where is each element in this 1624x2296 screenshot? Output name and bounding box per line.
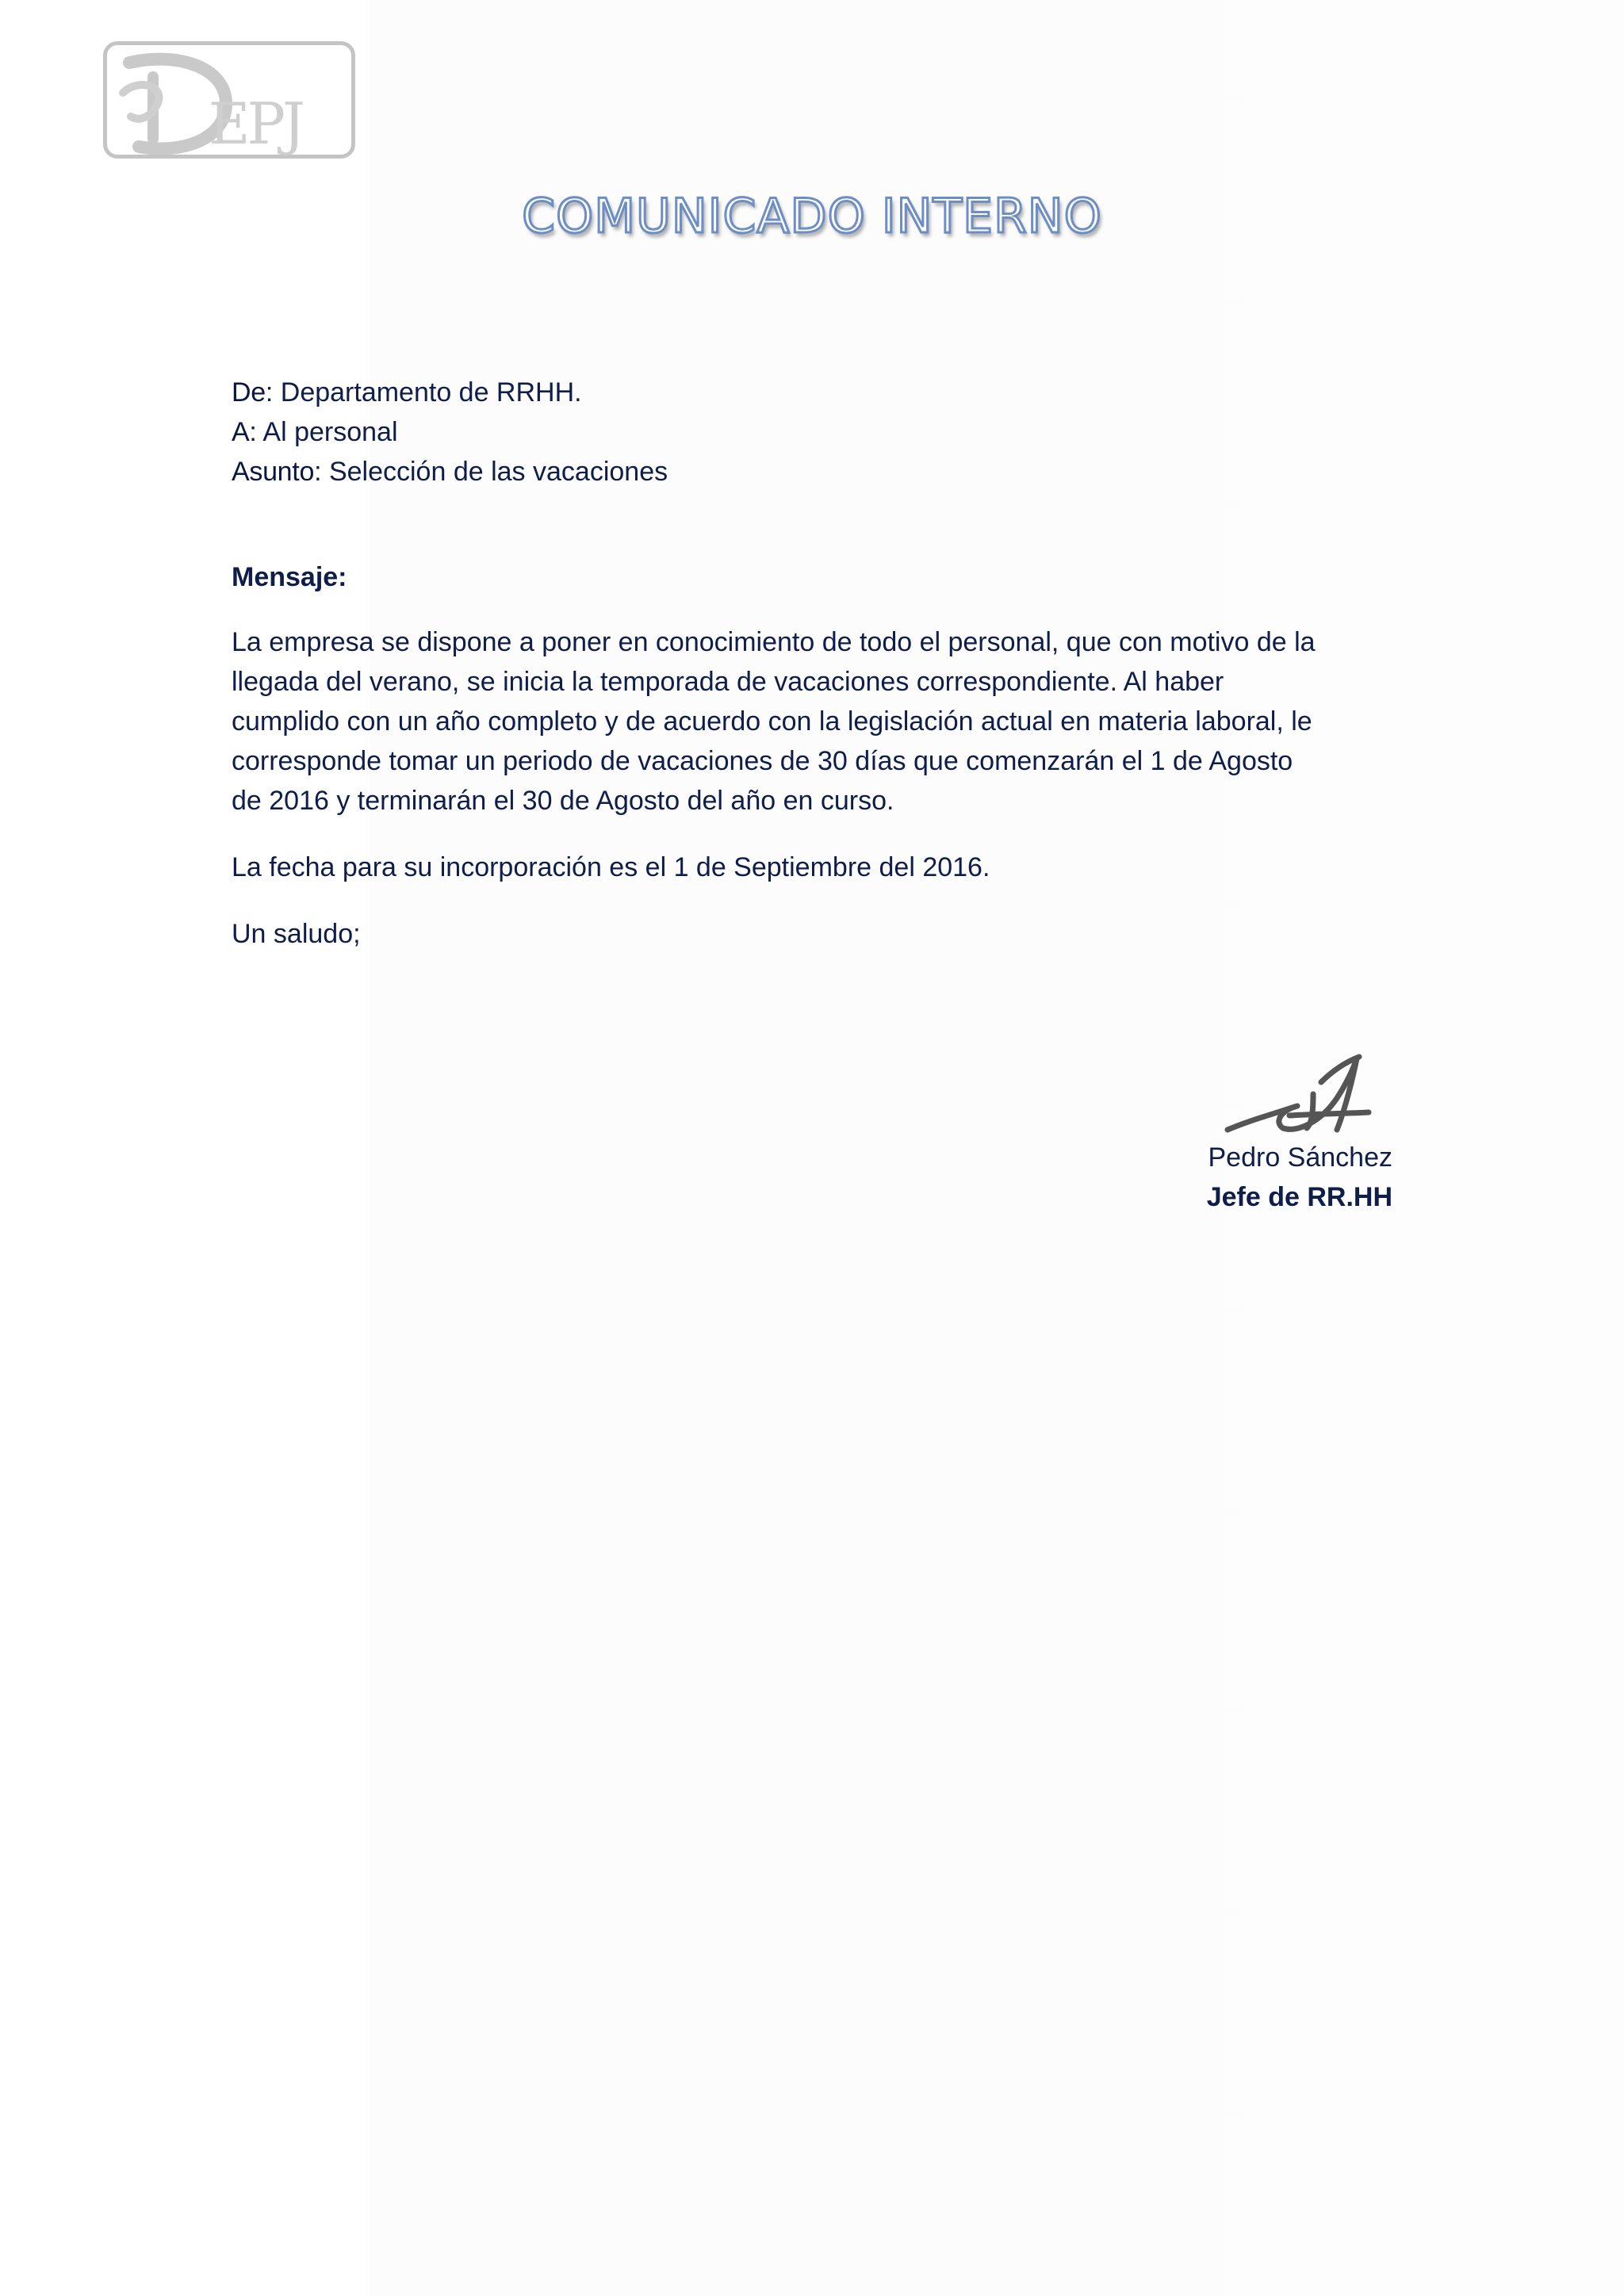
subject-value: : Selección de las vacaciones xyxy=(314,457,668,487)
document-title: COMUNICADO INTERNO xyxy=(522,189,1102,244)
message-paragraph-1 xyxy=(232,622,1405,821)
svg-text:EPJ: EPJ xyxy=(209,90,302,157)
closing-greeting: Un saludo; xyxy=(232,919,361,949)
memo-body xyxy=(232,373,1405,954)
signature-block xyxy=(1155,1035,1392,1225)
company-logo xyxy=(103,41,355,159)
message-label: Mensaje: xyxy=(232,562,347,592)
paragraph-line: La empresa se dispone a poner en conocimiento de todo el personal, que con motivo de la xyxy=(232,627,1316,657)
signer-role: Jefe de RR.HH xyxy=(1206,1182,1392,1212)
subject-line xyxy=(232,452,1405,492)
handwritten-signature-icon xyxy=(1218,1035,1377,1138)
paragraph-line: de 2016 y terminarán el 30 de Agosto del año en curso. xyxy=(232,786,894,816)
to-label: A xyxy=(232,417,250,447)
paragraph-line: llegada del verano, se inicia la temporada de vacaciones correspondiente. Al haber xyxy=(232,667,1224,697)
from-value: : Departamento de RRHH. xyxy=(265,377,582,408)
paragraph-line: cumplido con un año completo y de acuerdo con la legislación actual en materia laboral, le xyxy=(232,706,1312,737)
paragraph-line: corresponde tomar un periodo de vacaciones de 30 días que comenzarán el 1 de Agosto xyxy=(232,746,1293,776)
from-label: De xyxy=(232,377,266,408)
logo-mark-icon xyxy=(107,45,359,163)
subject-label: Asunto xyxy=(232,457,315,487)
to-value: : Al personal xyxy=(249,417,398,447)
to-line xyxy=(232,412,1405,452)
message-paragraph-2: La fecha para su incorporación es el 1 de Septiembre del 2016. xyxy=(232,852,990,882)
from-line xyxy=(232,373,1405,412)
signer-name: Pedro Sánchez xyxy=(1208,1142,1392,1173)
